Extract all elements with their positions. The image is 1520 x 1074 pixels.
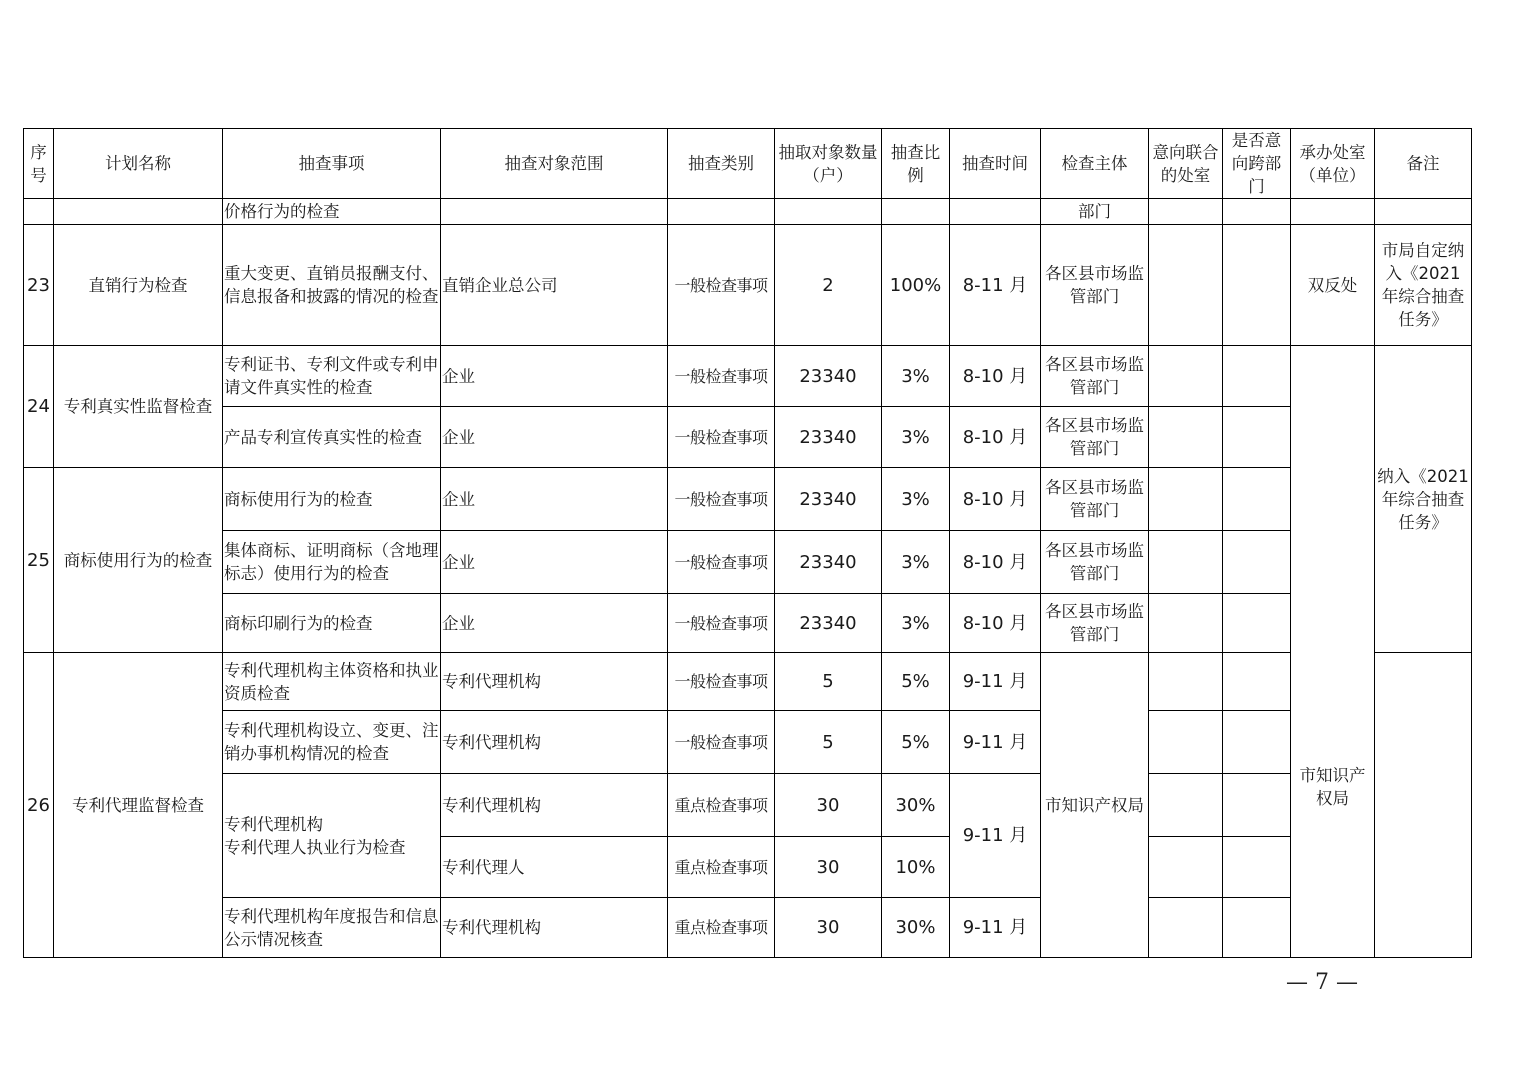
cell-count: 23340 [775,594,882,653]
header-row [24,129,1472,199]
table-row [24,711,1472,774]
cell-item: 专利代理机构年度报告和信息公示情况核查 [223,898,441,958]
cell-time: 8-10 月 [950,531,1041,594]
cell-empty [882,199,950,225]
inspection-plan-table [23,128,1472,958]
table-row [24,199,1472,225]
cell-seq: 24 [24,346,54,468]
cell-item: 价格行为的检查 [223,199,441,225]
cell-subject: 市知识产权局 [1041,653,1149,958]
cell-empty [1375,653,1472,958]
cell-count: 2 [775,225,882,346]
cell-empty [1149,837,1223,898]
cell-ratio: 3% [882,468,950,531]
cell-seq: 23 [24,225,54,346]
cell-category: 一般检查事项 [668,531,775,594]
header-sample-count: 抽取对象数量（户） [775,129,882,199]
table-row [24,468,1472,531]
cell-ratio: 3% [882,594,950,653]
header-time: 抽查时间 [950,129,1041,199]
cell-item: 产品专利宣传真实性的检查 [223,407,441,468]
cell-empty [1223,898,1291,958]
header-plan-name: 计划名称 [54,129,223,199]
table-row [24,774,1472,837]
cell-subject: 各区县市场监管部门 [1041,407,1149,468]
header-subject: 检查主体 [1041,129,1149,199]
cell-item: 专利代理机构主体资格和执业资质检查 [223,653,441,711]
cell-empty [1223,711,1291,774]
table-row [24,898,1472,958]
cell-empty [1149,898,1223,958]
cell-scope: 企业 [441,531,668,594]
cell-time: 9-11 月 [950,898,1041,958]
cell-count: 23340 [775,468,882,531]
cell-empty [1223,594,1291,653]
table-row [24,531,1472,594]
cell-empty [1149,346,1223,407]
cell-scope: 专利代理机构 [441,711,668,774]
cell-plan-name: 直销行为检查 [54,225,223,346]
cell-item: 专利代理机构 专利代理人执业行为检查 [223,774,441,898]
cell-count: 5 [775,653,882,711]
cell-seq: 25 [24,468,54,653]
header-joint-office: 意向联合的处室 [1149,129,1223,199]
cell-empty [1149,225,1223,346]
cell-empty [1149,653,1223,711]
cell-category: 一般检查事项 [668,711,775,774]
cell-empty [1149,711,1223,774]
cell-item: 专利代理机构设立、变更、注销办事机构情况的检查 [223,711,441,774]
cell-category: 一般检查事项 [668,653,775,711]
cell-ratio: 30% [882,774,950,837]
header-remark: 备注 [1375,129,1472,199]
cell-empty [1149,407,1223,468]
cell-time: 8-10 月 [950,594,1041,653]
cell-subject: 各区县市场监管部门 [1041,225,1149,346]
cell-plan-name: 专利代理监督检查 [54,653,223,958]
cell-ratio: 3% [882,407,950,468]
cell-category: 一般检查事项 [668,225,775,346]
cell-remark: 市局自定纳入《2021 年综合抽查任务》 [1375,225,1472,346]
cell-empty [1223,407,1291,468]
cell-time: 8-10 月 [950,468,1041,531]
cell-ratio: 3% [882,346,950,407]
cell-scope: 企业 [441,468,668,531]
cell-empty [1149,531,1223,594]
cell-item: 专利证书、专利文件或专利申请文件真实性的检查 [223,346,441,407]
cell-ratio: 5% [882,653,950,711]
header-handling-office: 承办处室（单位） [1291,129,1375,199]
cell-item: 集体商标、证明商标（含地理标志）使用行为的检查 [223,531,441,594]
header-inspection-item: 抽查事项 [223,129,441,199]
cell-scope: 企业 [441,407,668,468]
cell-scope: 专利代理机构 [441,653,668,711]
cell-empty [24,199,54,225]
cell-count: 5 [775,711,882,774]
header-category: 抽查类别 [668,129,775,199]
cell-item: 商标使用行为的检查 [223,468,441,531]
cell-plan-name: 专利真实性监督检查 [54,346,223,468]
cell-time: 9-11 月 [950,774,1041,898]
cell-item: 商标印刷行为的检查 [223,594,441,653]
cell-subject: 各区县市场监管部门 [1041,594,1149,653]
cell-ratio: 100% [882,225,950,346]
cell-category: 一般检查事项 [668,407,775,468]
cell-scope: 专利代理人 [441,837,668,898]
cell-time: 9-11 月 [950,653,1041,711]
header-cross-dept: 是否意向跨部门 [1223,129,1291,199]
cell-empty [1223,225,1291,346]
cell-subject: 部门 [1041,199,1149,225]
cell-time: 9-11 月 [950,711,1041,774]
cell-count: 23340 [775,346,882,407]
cell-count: 23340 [775,407,882,468]
cell-subject: 各区县市场监管部门 [1041,531,1149,594]
cell-empty [1149,199,1223,225]
cell-time: 8-11 月 [950,225,1041,346]
cell-empty [1223,531,1291,594]
table-row [24,594,1472,653]
cell-empty [1223,653,1291,711]
cell-scope: 企业 [441,594,668,653]
table-row [24,346,1472,407]
cell-scope: 专利代理机构 [441,898,668,958]
cell-empty [1223,346,1291,407]
cell-ratio: 5% [882,711,950,774]
cell-empty [1149,594,1223,653]
cell-scope: 专利代理机构 [441,774,668,837]
cell-subject: 各区县市场监管部门 [1041,468,1149,531]
cell-empty [1223,468,1291,531]
cell-empty [668,199,775,225]
cell-empty [1149,774,1223,837]
cell-office: 双反处 [1291,225,1375,346]
cell-empty [1223,199,1291,225]
cell-empty [950,199,1041,225]
cell-scope: 直销企业总公司 [441,225,668,346]
cell-category: 一般检查事项 [668,594,775,653]
cell-item: 重大变更、直销员报酬支付、信息报备和披露的情况的检查 [223,225,441,346]
cell-ratio: 30% [882,898,950,958]
cell-empty [1223,837,1291,898]
cell-time: 8-10 月 [950,407,1041,468]
cell-subject: 各区县市场监管部门 [1041,346,1149,407]
cell-empty [441,199,668,225]
cell-empty [775,199,882,225]
cell-empty [1149,468,1223,531]
cell-time: 8-10 月 [950,346,1041,407]
page-number: — 7 — [1286,970,1358,995]
table-row [24,653,1472,711]
cell-empty [54,199,223,225]
cell-count: 23340 [775,531,882,594]
header-seq: 序号 [24,129,54,199]
cell-empty [1223,774,1291,837]
cell-category: 重点检查事项 [668,898,775,958]
cell-empty [1291,199,1375,225]
cell-category: 重点检查事项 [668,837,775,898]
cell-empty [1375,199,1472,225]
cell-office: 市知识产权局 [1291,346,1375,958]
cell-seq: 26 [24,653,54,958]
cell-ratio: 3% [882,531,950,594]
cell-ratio: 10% [882,837,950,898]
cell-remark: 纳入《2021 年综合抽查任务》 [1375,346,1472,653]
table-row [24,407,1472,468]
table-row [24,225,1472,346]
cell-scope: 企业 [441,346,668,407]
cell-count: 30 [775,774,882,837]
cell-category: 一般检查事项 [668,346,775,407]
cell-category: 一般检查事项 [668,468,775,531]
header-target-scope: 抽查对象范围 [441,129,668,199]
cell-plan-name: 商标使用行为的检查 [54,468,223,653]
header-ratio: 抽查比例 [882,129,950,199]
cell-count: 30 [775,837,882,898]
cell-category: 重点检查事项 [668,774,775,837]
cell-count: 30 [775,898,882,958]
